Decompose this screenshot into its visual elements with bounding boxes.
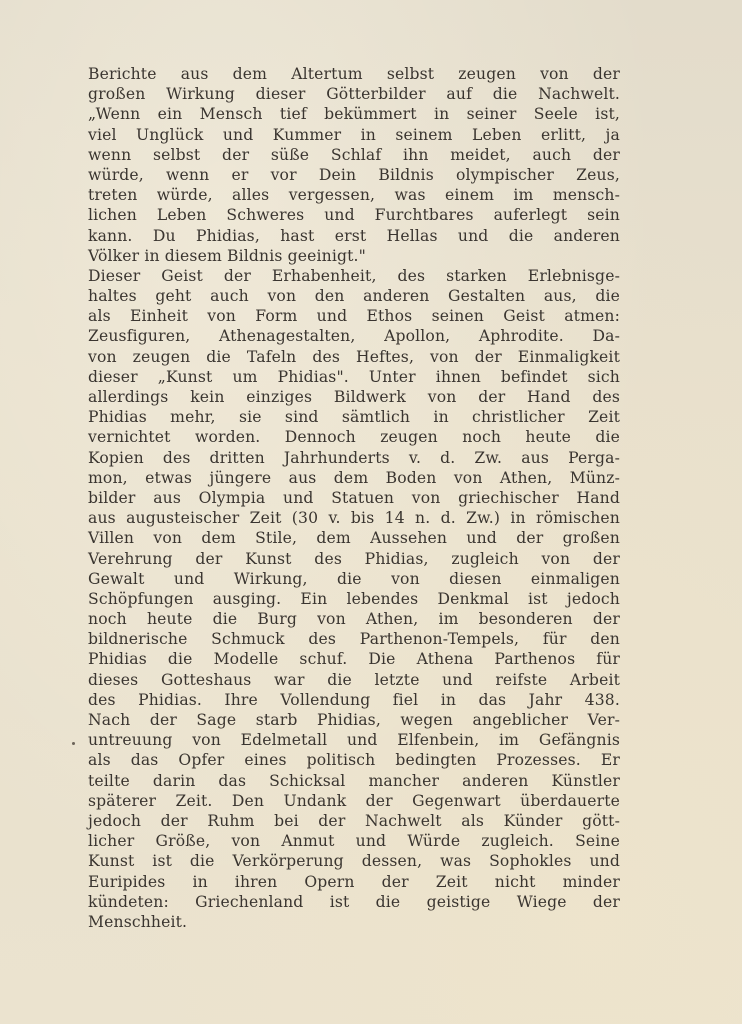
text-line: Phidias die Modelle schuf. Die Athena Parthenos für [88,650,620,669]
text-line: würde, wenn er vor Dein Bildnis olympischer Zeus, [88,165,620,184]
text-line: aus augusteischer Zeit (30 v. bis 14 n. d. Zw.) in römischen [88,509,620,528]
text-line: Berichte aus dem Altertum selbst zeugen von der [88,65,620,83]
text-line: Nach der Sage starb Phidias, wegen angeblicher Ver- [88,711,620,729]
text-line: kann. Du Phidias, hast erst Hellas und die anderen [88,226,620,245]
text-line: bildnerische Schmuck des Parthenon-Tempels, für den [88,630,620,649]
text-line: „Wenn ein Mensch tief bekümmert in seiner Seele ist, [88,105,620,124]
text-line: untreuung von Edelmetall und Elfenbein, im Gefängnis [88,731,620,750]
text-line: bilder aus Olympia und Statuen von griechischer Hand [88,488,620,507]
text-line: Völker in diesem Bildnis geeinigt." [88,246,366,265]
text-line: als Einheit von Form und Ethos seinen Geist atmen: [88,307,620,326]
text-line: Villen von dem Stile, dem Aussehen und der großen [88,529,620,548]
text-line: wenn selbst der süße Schlaf ihn meidet, auch der [88,145,620,164]
text-line: mon, etwas jüngere aus dem Boden von Athen, Münz- [88,468,620,487]
text-line: haltes geht auch von den anderen Gestalten aus, die [88,287,620,306]
text-line: Menschheit. [88,912,188,931]
text-line: allerdings kein einziges Bildwerk von der Hand des [88,388,620,406]
text-line: licher Größe, von Anmut und Würde zugleich. Seine [88,832,620,851]
text-line: treten würde, alles vergessen, was einem im mensch- [88,186,620,205]
text-line: Gewalt und Wirkung, die von diesen einmaligen [88,569,620,588]
text-line: als das Opfer eines politisch bedingten Prozesses. Er [88,751,620,770]
text-line: Euripides in ihren Opern der Zeit nicht minder [88,872,620,891]
text-line: Phidias mehr, sie sind sämtlich in christlicher Zeit [88,408,620,427]
text-line: späterer Zeit. Den Undank der Gegenwart überdauerte [88,791,620,810]
text-line: noch heute die Burg von Athen, im besonderen der [88,610,620,629]
text-line: des Phidias. Ihre Vollendung fiel in das Jahr 438. [88,690,620,709]
text-line: teilte darin das Schicksal mancher anderen Künstler [88,771,620,790]
text-line: viel Unglück und Kummer in seinem Leben erlitt, ja [88,125,620,144]
margin-speck [72,742,75,745]
text-line: lichen Leben Schweres und Furchtbares auferlegt sein [88,206,620,225]
text-line: Kopien des dritten Jahrhunderts v. d. Zw. aus Perga- [88,448,620,467]
text-line: Dieser Geist der Erhabenheit, des starken Erlebnisge- [88,266,620,285]
text-line: von zeugen die Tafeln des Heftes, von der Einmaligkeit [88,347,620,366]
text-line: vernichtet worden. Dennoch zeugen noch heute die [88,428,620,447]
text-line: Schöpfungen ausging. Ein lebendes Denkmal ist jedoch [88,589,620,608]
text-line: großen Wirkung dieser Götterbilder auf die Nachwelt. [88,85,620,104]
text-line: Zeusfiguren, Athenagestalten, Apollon, Aphrodite. Da- [88,327,620,346]
text-line: dieses Gotteshaus war die letzte und reifste Arbeit [88,670,620,689]
text-line: Verehrung der Kunst des Phidias, zugleich von der [88,549,620,568]
text-line: dieser „Kunst um Phidias". Unter ihnen befindet sich [88,367,620,386]
text-line: kündeten: Griechenland ist die geistige Wiege der [88,892,620,911]
body-text [88,64,620,932]
text-line: Kunst ist die Verkörperung dessen, was Sophokles und [88,852,620,871]
text-line: jedoch der Ruhm bei der Nachwelt als Künder gött- [88,811,620,830]
